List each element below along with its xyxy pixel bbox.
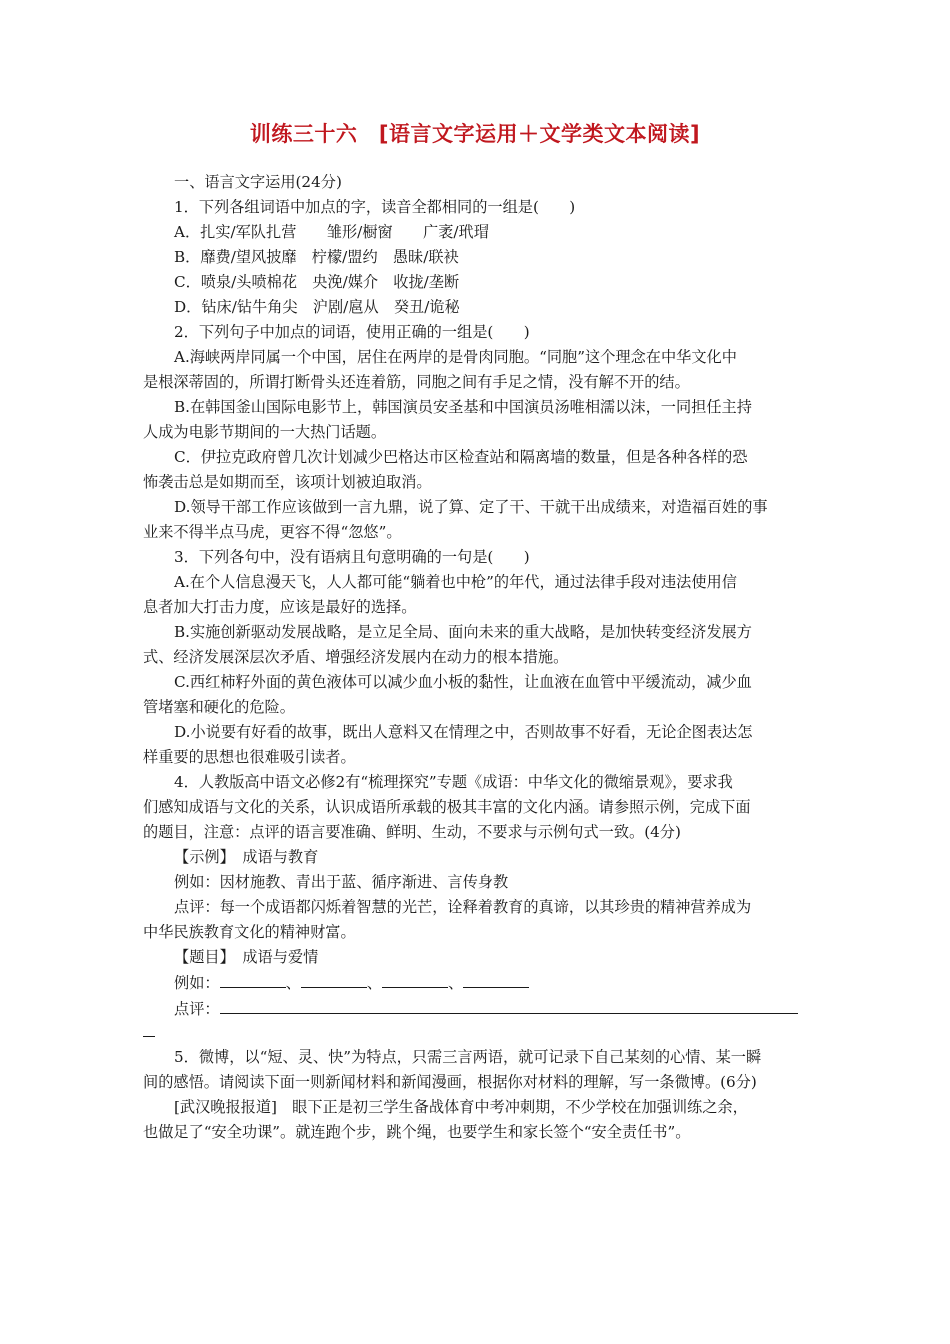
question-3-option-c: C.西红柿籽外面的黄色液体可以减少血小板的黏性，让血液在血管中平缓流动，减少血 [174,673,752,691]
question-4-stem-cont-2: 的题目，注意：点评的语言要准确、鲜明、生动，不要求与示例句式一致。(4分) [143,823,681,841]
question-3-option-d-cont: 样重要的思想也很难吸引读者。 [143,748,356,766]
task-idioms-row [143,970,807,996]
separator: 、 [285,974,301,992]
question-2-option-a: A.海峡两岸同属一个中国，居住在两岸的是骨肉同胞。“同胞”这个理念在中华文化中 [174,348,737,366]
question-3-stem: 3．下列各句中，没有语病且句意明确的一句是( ) [174,548,530,566]
question-3-option-b: B.实施创新驱动发展战略，是立足全局、面向未来的重大战略，是加快转变经济发展方 [174,623,752,641]
task-idioms-label: 例如： [174,974,220,992]
document-body [143,170,807,1145]
task-heading: 【题目】 成语与爱情 [174,948,319,966]
idiom-answer-blank-4[interactable] [463,970,529,988]
question-4-stem: 4．人教版高中语文必修2有“梳理探究”专题《成语：中华文化的微缩景观》，要求我 [174,773,733,791]
example-heading: 【示例】 成语与教育 [174,848,319,866]
question-3-option-a-cont: 息者加大打击力度，应该是最好的选择。 [143,598,417,616]
separator: 、 [447,974,464,992]
question-3-option-a: A.在个人信息漫天飞，人人都可能“躺着也中枪”的年代，通过法律手段对违法使用信 [174,573,737,591]
question-2-option-b-cont: 人成为电影节期间的一大热门话题。 [143,423,386,441]
question-2-option-c-cont: 怖袭击总是如期而至，该项计划被迫取消。 [143,473,432,491]
question-3-option-d: D.小说要有好看的故事，既出人意料又在情理之中，否则故事不好看，无论企图表达怎 [174,723,753,741]
question-3-option-b-cont: 式、经济发展深层次矛盾、增强经济发展内在动力的根本措施。 [143,648,569,666]
question-2-option-c: C．伊拉克政府曾几次计划减少巴格达市区检查站和隔离墙的数量，但是各种各样的恐 [174,448,748,466]
task-comment-label: 点评： [174,1000,220,1018]
example-comment: 点评：每一个成语都闪烁着智慧的光芒，诠释着教育的真谛，以其珍贵的精神营养成为 [174,898,752,916]
question-2-option-d: D.领导干部工作应该做到一言九鼎，说了算、定了干、干就干出成绩来，对造福百姓的事 [174,498,768,516]
question-5-stem-cont: 间的感悟。请阅读下面一则新闻材料和新闻漫画，根据你对材料的理解，写一条微博。(6分) [143,1073,757,1091]
question-2-stem: 2．下列句子中加点的词语，使用正确的一组是( ) [174,323,530,341]
question-1-option-a: A．扎实/军队扎营 雏形/橱窗 广袤/玳瑁 [174,223,489,241]
example-idioms: 例如：因材施教、青出于蓝、循序渐进、言传身教 [174,873,509,891]
question-1-stem: 1．下列各组词语中加点的字，读音全都相同的一组是( ) [174,198,576,216]
page-title: 训练三十六 [语言文字运用＋文学类文本阅读] [249,122,701,146]
example-comment-cont: 中华民族教育文化的精神财富。 [143,923,356,941]
question-4-stem-cont-1: 们感知成语与文化的关系，认识成语所承载的极其丰富的文化内涵。请参照示例，完成下面 [143,798,751,816]
question-1-option-d: D．钻床/钻牛角尖 沪剧/扈从 癸丑/诡秘 [174,298,460,316]
idiom-answer-blank-3[interactable] [382,970,448,988]
news-material: [武汉晚报报道] 眼下正是初三学生备战体育中考冲刺期，不少学校在加强训练之余， [174,1098,748,1116]
question-1-option-c: C．喷泉/头喷棉花 央浼/媒介 收拢/垄断 [174,273,460,291]
section-heading: 一、语言文字运用(24分) [174,173,342,191]
news-material-cont: 也做足了“安全功课”。就连跑个步，跳个绳，也要学生和家长签个“安全责任书”。 [143,1123,691,1141]
idiom-answer-blank-2[interactable] [301,970,367,988]
task-comment-row [143,996,807,1022]
question-3-option-c-cont: 管堵塞和硬化的危险。 [143,698,295,716]
question-5-stem: 5．微博，以“短、灵、快”为特点，只需三言两语，就可记录下自己某刻的心情、某一瞬 [174,1048,762,1066]
comment-answer-line-tail[interactable] [143,1022,155,1037]
question-2-option-a-cont: 是根深蒂固的，所谓打断骨头还连着筋，同胞之间有手足之情，没有解不开的结。 [143,373,690,391]
separator: 、 [366,974,382,992]
question-2-option-b: B.在韩国釜山国际电影节上，韩国演员安圣基和中国演员汤唯相濡以沫，一同担任主持 [174,398,752,416]
question-1-option-b: B．靡费/望风披靡 柠檬/盟约 愚昧/联袂 [174,248,459,266]
comment-answer-line[interactable] [220,996,798,1014]
idiom-answer-blank-1[interactable] [220,970,286,988]
question-2-option-d-cont: 业来不得半点马虎，更容不得“忽悠”。 [143,523,402,541]
